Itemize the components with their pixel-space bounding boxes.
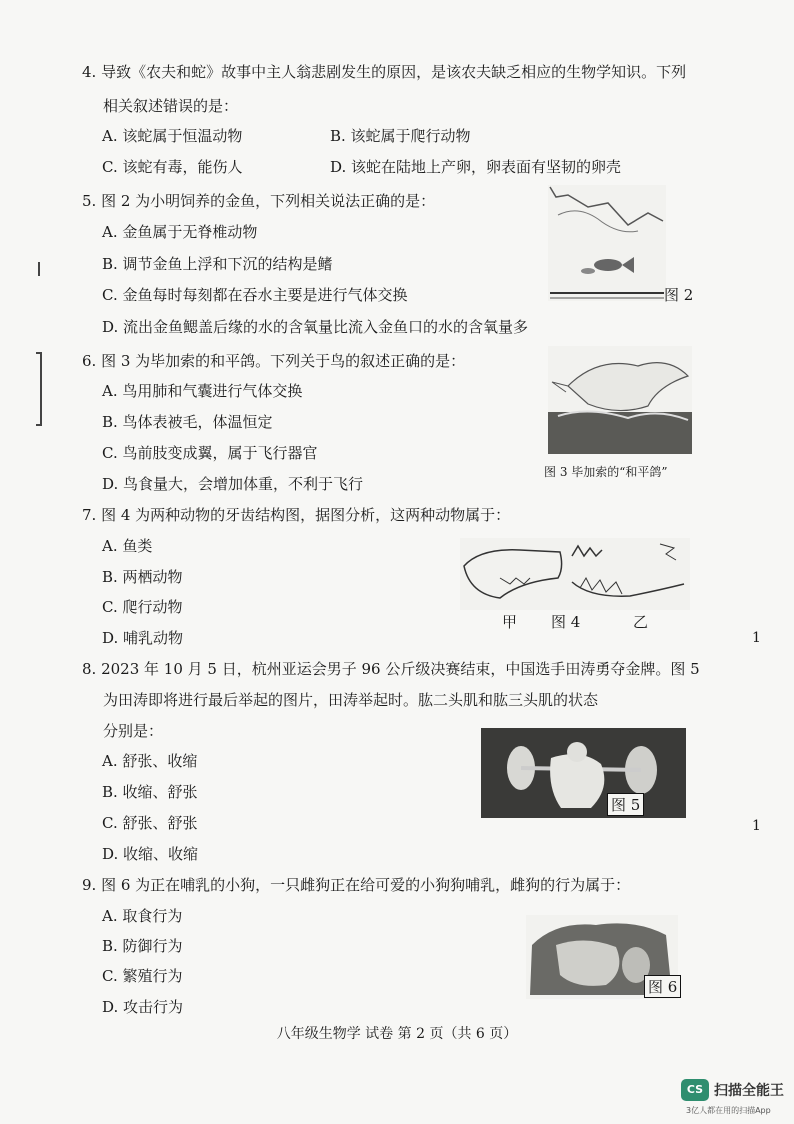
question-6-option-a: A. 鸟用肺和气囊进行气体交换 bbox=[102, 382, 303, 400]
question-4-option-c: C. 该蛇有毒，能伤人 bbox=[102, 158, 243, 176]
question-9-option-a: A. 取食行为 bbox=[102, 907, 183, 925]
question-7-option-d: D. 哺乳动物 bbox=[102, 629, 184, 647]
question-7-stem: 7. 图 4 为两种动物的牙齿结构图，据图分析，这两种动物属于： bbox=[82, 506, 511, 524]
scanner-tagline: 3亿人都在用的扫描App bbox=[686, 1106, 771, 1115]
figure-2-label: 图 2 bbox=[664, 286, 694, 304]
question-8-stem-cont: 为田涛即将进行最后举起的图片，田涛举起时。肱二头肌和肱三头肌的状态 bbox=[103, 691, 599, 709]
question-9-option-b: B. 防御行为 bbox=[102, 937, 183, 955]
question-8-option-c: C. 舒张、舒张 bbox=[102, 814, 198, 832]
question-5-stem: 5. 图 2 为小明饲养的金鱼，下列相关说法正确的是： bbox=[82, 192, 436, 210]
question-5-option-a: A. 金鱼属于无脊椎动物 bbox=[102, 223, 258, 241]
figure-3-label: 图 3 毕加索的“和平鸽” bbox=[544, 465, 668, 479]
question-7-option-b: B. 两栖动物 bbox=[102, 568, 183, 586]
figure-5-label: 图 5 bbox=[607, 793, 644, 816]
margin-mark-1: 1 bbox=[752, 630, 761, 646]
camscanner-logo-icon: CS bbox=[681, 1079, 709, 1101]
figure-4-label: 图 4 bbox=[551, 613, 581, 631]
question-6-option-d: D. 鸟食量大，会增加体重，不利于飞行 bbox=[102, 475, 364, 493]
question-8-option-d: D. 收缩、收缩 bbox=[102, 845, 199, 863]
question-5-option-c: C. 金鱼每时每刻都在吞水主要是进行气体交换 bbox=[102, 286, 408, 304]
question-8-stem: 8. 2023 年 10 月 5 日，杭州亚运会男子 96 公斤级决赛结束，中国选手田涛勇夺金牌。图 5 bbox=[82, 660, 700, 678]
question-9-stem: 9. 图 6 为正在哺乳的小狗，一只雌狗正在给可爱的小狗狗哺乳，雌狗的行为属于： bbox=[82, 876, 631, 894]
goldfish-figure bbox=[548, 185, 666, 301]
binding-bracket bbox=[40, 352, 42, 426]
figure-6-label: 图 6 bbox=[644, 975, 681, 998]
question-6-option-b: B. 鸟体表被毛，体温恒定 bbox=[102, 413, 273, 431]
peace-dove-figure bbox=[548, 346, 692, 454]
teeth-figure bbox=[460, 538, 690, 610]
question-4-stem: 4. 导致《农夫和蛇》故事中主人翁悲剧发生的原因，是该农夫缺乏相应的生物学知识。下列 bbox=[82, 63, 687, 81]
scanner-app-name: 扫描全能王 bbox=[714, 1083, 784, 1099]
figure-4-label-jia: 甲 bbox=[502, 613, 518, 631]
question-8-option-b: B. 收缩、舒张 bbox=[102, 783, 198, 801]
binding-mark bbox=[38, 262, 40, 276]
question-5-option-d: D. 流出金鱼鳃盖后缘的水的含氧量比流入金鱼口的水的含氧量多 bbox=[102, 318, 529, 336]
question-7-option-c: C. 爬行动物 bbox=[102, 598, 183, 616]
binding-bracket-bottom bbox=[36, 424, 42, 426]
binding-bracket-top bbox=[36, 352, 42, 354]
question-6-stem: 6. 图 3 为毕加索的和平鸽。下列关于鸟的叙述正确的是： bbox=[82, 352, 466, 370]
question-4-option-b: B. 该蛇属于爬行动物 bbox=[330, 127, 471, 145]
margin-mark-2: 1 bbox=[752, 818, 761, 834]
question-4-stem-cont: 相关叙述错误的是： bbox=[103, 97, 239, 115]
question-9-option-d: D. 攻击行为 bbox=[102, 998, 184, 1016]
page-footer: 八年级生物学 试卷 第 2 页（共 6 页） bbox=[276, 1026, 518, 1042]
question-8-stem-cont2: 分别是： bbox=[103, 722, 164, 740]
question-4-option-d: D. 该蛇在陆地上产卵，卵表面有坚韧的卵壳 bbox=[330, 158, 622, 176]
figure-4-label-yi: 乙 bbox=[633, 613, 649, 631]
weightlifting-figure bbox=[481, 728, 686, 818]
question-5-option-b: B. 调节金鱼上浮和下沉的结构是鳍 bbox=[102, 255, 333, 273]
question-4-option-a: A. 该蛇属于恒温动物 bbox=[102, 127, 243, 145]
question-8-option-a: A. 舒张、收缩 bbox=[102, 752, 198, 770]
question-6-option-c: C. 鸟前肢变成翼，属于飞行器官 bbox=[102, 444, 318, 462]
question-7-option-a: A. 鱼类 bbox=[102, 537, 153, 555]
question-9-option-c: C. 繁殖行为 bbox=[102, 967, 183, 985]
